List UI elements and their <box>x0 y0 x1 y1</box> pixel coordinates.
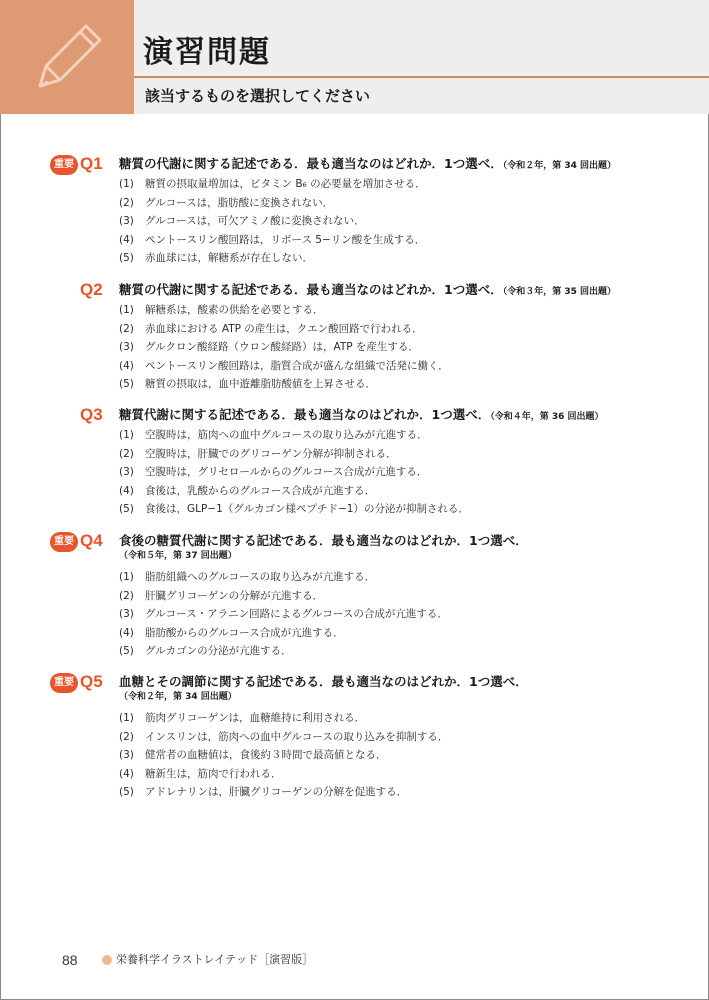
important-badge: 重要 <box>50 673 78 693</box>
answer-option[interactable]: (5) アドレナリンは，肝臓グリコーゲンの分解を促進する． <box>119 786 408 799</box>
answer-options <box>119 175 679 268</box>
question-source: （令和２年，第 34 回出題） <box>119 692 237 702</box>
answer-option[interactable]: (1) 空腹時は，筋肉への血中グルコースの取り込みが亢進する． <box>119 429 428 441</box>
page-subtitle: 該当するものを選択してください <box>145 87 371 105</box>
question-source: （令和２年，第 34 回出題） <box>502 161 616 171</box>
answer-option[interactable]: (3) グルクロン酸経路（ウロン酸経路）は，ATP を産生する． <box>119 341 419 354</box>
question-number: Q4 <box>80 531 103 550</box>
answer-option[interactable]: (1) 糖質の摂取量増加は，ビタミン B₆ の必要量を増加させる． <box>119 178 426 190</box>
question-source: （令和３年，第 35 回出題） <box>502 287 616 297</box>
important-badge: 重要 <box>50 532 78 552</box>
answer-option[interactable]: (2) インスリンは，筋肉への血中グルコースの取り込みを抑制する． <box>119 730 449 743</box>
question-text: 血糖とその調節に関する記述である．最も適当なのはどれか．1つ選べ． <box>119 674 528 689</box>
question-number: Q3 <box>80 405 103 424</box>
question-source: （令和４年，第 36 回出題） <box>490 412 604 422</box>
answer-option[interactable]: (5) グルカゴンの分泌が亢進する． <box>119 645 292 658</box>
answer-option[interactable]: (4) ペントースリン酸回路は，脂質合成が盛んな組織で活発に働く． <box>119 359 449 372</box>
answer-options <box>119 568 679 661</box>
answer-option[interactable]: (2) 赤血球における ATP の産生は，クエン酸回路で行われる． <box>119 322 423 335</box>
answer-option[interactable]: (4) 糖新生は，筋肉で行われる． <box>119 767 282 780</box>
question-text: 糖質の代謝に関する記述である．最も適当なのはどれか．1つ選べ．（令和２年，第 34 回出題） <box>119 156 616 171</box>
answer-option[interactable]: (2) 空腹時は，肝臓でのグリコーゲン分解が抑制される． <box>119 447 397 460</box>
answer-option[interactable]: (5) 赤血球には，解糖系が存在しない． <box>119 252 313 265</box>
book-title: 栄養科学イラストレイテッド［演習版］ <box>116 953 314 966</box>
answer-option[interactable]: (3) グルコースは，可欠アミノ酸に変換されない． <box>119 215 365 228</box>
answer-option[interactable]: (4) 脂肪酸からのグルコース合成が亢進する． <box>119 626 344 639</box>
page-number: 88 <box>62 952 78 968</box>
question-text: 糖質代謝に関する記述である．最も適当なのはどれか．1つ選べ．（令和４年，第 36 回出題） <box>119 407 604 422</box>
answer-option[interactable]: (3) 健常者の血糖値は，食後約３時間で最高値となる． <box>119 749 387 762</box>
answer-option[interactable]: (5) 糖質の摂取は，血中遊離脂肪酸値を上昇させる． <box>119 378 376 391</box>
question-text: 糖質の代謝に関する記述である．最も適当なのはどれか．1つ選べ．（令和３年，第 35 回出題） <box>119 282 616 297</box>
answer-option[interactable]: (1) 筋肉グリコーゲンは，血糖維持に利用される． <box>119 712 366 724</box>
answer-option[interactable]: (3) 空腹時は，グリセロールからのグルコース合成が亢進する． <box>119 466 428 479</box>
answer-option[interactable]: (1) 脂肪組織へのグルコースの取り込みが亢進する． <box>119 571 376 583</box>
header-divider <box>134 76 709 78</box>
answer-option[interactable]: (4) ペントースリン酸回路は，リボース 5−リン酸を生成する． <box>119 233 426 246</box>
footer-bullet-icon <box>102 955 112 965</box>
answer-options <box>119 709 679 802</box>
answer-option[interactable]: (3) グルコース・アラニン回路によるグルコースの合成が亢進する． <box>119 608 448 621</box>
answer-option[interactable]: (5) 食後は，GLP−1（グルカゴン様ペプチド−1）の分泌が抑制される． <box>119 503 469 516</box>
page-title: 演習問題 <box>143 35 271 70</box>
question-source: （令和５年，第 37 回出題） <box>119 551 237 561</box>
answer-option[interactable]: (1) 解糖系は，酸素の供給を必要とする． <box>119 304 324 316</box>
answer-options <box>119 301 679 394</box>
pencil-icon <box>28 16 110 98</box>
answer-option[interactable]: (2) 肝臓グリコーゲンの分解が亢進する． <box>119 589 324 602</box>
answer-option[interactable]: (2) グルコースは，脂肪酸に変換されない． <box>119 196 334 209</box>
question-number: Q2 <box>80 280 103 299</box>
answer-options <box>119 426 679 519</box>
question-number: Q5 <box>80 672 103 691</box>
header-icon-block <box>0 0 134 114</box>
answer-option[interactable]: (4) 食後は，乳酸からのグルコース合成が亢進する． <box>119 484 376 497</box>
important-badge: 重要 <box>50 155 78 175</box>
question-text: 食後の糖質代謝に関する記述である．最も適当なのはどれか．1つ選べ． <box>119 533 528 548</box>
question-number: Q1 <box>80 154 103 173</box>
